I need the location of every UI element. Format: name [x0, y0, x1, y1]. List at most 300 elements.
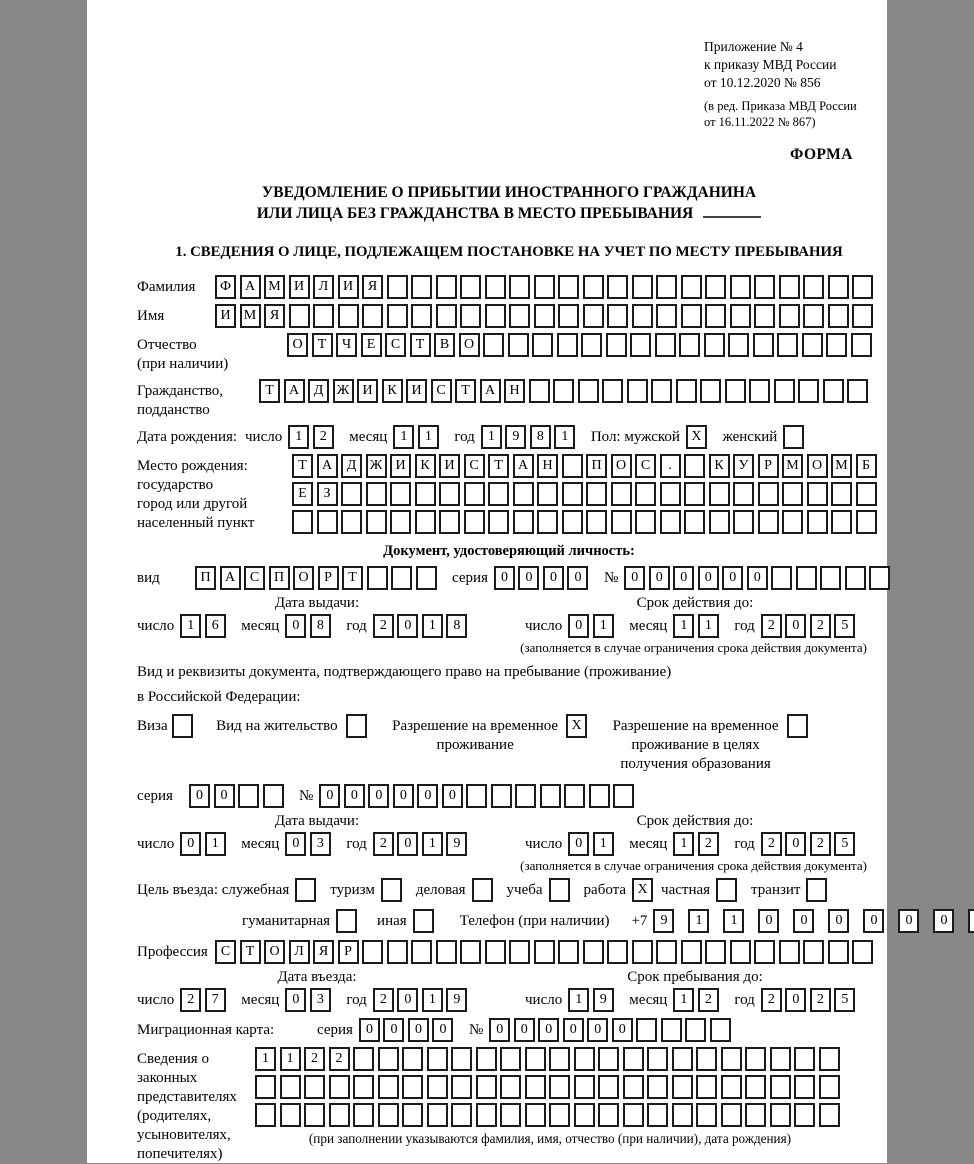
form-cell[interactable] — [427, 1103, 448, 1127]
form-cell[interactable]: 2 — [761, 988, 782, 1012]
form-cell[interactable]: Л — [289, 940, 310, 964]
form-cell[interactable] — [794, 1047, 815, 1071]
form-cell[interactable]: 0 — [180, 832, 201, 856]
purpose-commercial-checkbox[interactable] — [472, 878, 493, 902]
form-cell[interactable] — [651, 379, 672, 403]
form-cell[interactable]: О — [293, 566, 314, 590]
form-cell[interactable] — [807, 510, 828, 534]
form-cell[interactable] — [774, 379, 795, 403]
form-cell[interactable]: Я — [362, 275, 383, 299]
form-cell[interactable] — [819, 1103, 840, 1127]
form-cell[interactable]: 1 — [593, 614, 614, 638]
form-cell[interactable]: И — [338, 275, 359, 299]
form-cell[interactable]: 0 — [189, 784, 210, 808]
form-cell[interactable]: 1 — [180, 614, 201, 638]
form-cell[interactable] — [968, 909, 974, 933]
purpose-other-checkbox[interactable] — [413, 909, 434, 933]
form-cell[interactable] — [583, 304, 604, 328]
form-cell[interactable]: 0 — [785, 614, 806, 638]
form-cell[interactable] — [390, 510, 411, 534]
form-cell[interactable]: 0 — [344, 784, 365, 808]
form-cell[interactable]: 0 — [863, 909, 884, 933]
form-cell[interactable]: 0 — [563, 1018, 584, 1042]
form-cell[interactable] — [681, 940, 702, 964]
form-cell[interactable] — [630, 333, 651, 357]
form-cell[interactable]: 5 — [834, 614, 855, 638]
form-cell[interactable]: Н — [504, 379, 525, 403]
form-cell[interactable] — [770, 1075, 791, 1099]
form-cell[interactable] — [540, 784, 561, 808]
form-cell[interactable] — [779, 275, 800, 299]
form-cell[interactable] — [647, 1047, 668, 1071]
form-cell[interactable] — [525, 1103, 546, 1127]
form-cell[interactable]: Т — [342, 566, 363, 590]
form-cell[interactable]: 1 — [673, 832, 694, 856]
form-cell[interactable] — [623, 1103, 644, 1127]
form-cell[interactable]: 0 — [649, 566, 670, 590]
form-cell[interactable]: 0 — [417, 784, 438, 808]
form-cell[interactable] — [684, 454, 705, 478]
purpose-work-checkbox[interactable]: X — [632, 878, 653, 902]
form-cell[interactable] — [557, 333, 578, 357]
form-cell[interactable] — [656, 275, 677, 299]
form-cell[interactable]: Р — [318, 566, 339, 590]
form-cell[interactable]: 0 — [359, 1018, 380, 1042]
form-cell[interactable] — [534, 275, 555, 299]
form-cell[interactable]: А — [220, 566, 241, 590]
form-cell[interactable] — [623, 1075, 644, 1099]
form-cell[interactable]: 9 — [593, 988, 614, 1012]
form-cell[interactable]: Я — [264, 304, 285, 328]
form-cell[interactable] — [391, 566, 412, 590]
form-cell[interactable]: 0 — [568, 614, 589, 638]
form-cell[interactable]: 0 — [898, 909, 919, 933]
form-cell[interactable] — [777, 333, 798, 357]
form-cell[interactable] — [532, 333, 553, 357]
form-cell[interactable]: В — [434, 333, 455, 357]
form-cell[interactable] — [632, 940, 653, 964]
form-cell[interactable] — [427, 1047, 448, 1071]
form-cell[interactable] — [509, 940, 530, 964]
form-cell[interactable] — [416, 566, 437, 590]
purpose-transit-checkbox[interactable] — [806, 878, 827, 902]
form-cell[interactable]: 2 — [180, 988, 201, 1012]
form-cell[interactable] — [537, 482, 558, 506]
form-cell[interactable]: А — [317, 454, 338, 478]
form-cell[interactable] — [656, 940, 677, 964]
form-cell[interactable] — [238, 784, 259, 808]
form-cell[interactable]: 5 — [834, 832, 855, 856]
form-cell[interactable]: Е — [292, 482, 313, 506]
form-cell[interactable] — [378, 1103, 399, 1127]
form-cell[interactable]: 8 — [310, 614, 331, 638]
form-cell[interactable] — [831, 510, 852, 534]
form-cell[interactable]: 3 — [310, 832, 331, 856]
form-cell[interactable]: А — [240, 275, 261, 299]
form-cell[interactable] — [779, 940, 800, 964]
form-cell[interactable] — [655, 333, 676, 357]
form-cell[interactable]: 0 — [543, 566, 564, 590]
sex-female-checkbox[interactable] — [783, 425, 804, 449]
form-cell[interactable] — [794, 1075, 815, 1099]
form-cell[interactable]: Ч — [336, 333, 357, 357]
form-cell[interactable]: 0 — [285, 832, 306, 856]
form-cell[interactable] — [387, 940, 408, 964]
form-cell[interactable] — [476, 1103, 497, 1127]
form-cell[interactable]: И — [406, 379, 427, 403]
form-cell[interactable] — [660, 510, 681, 534]
form-cell[interactable]: 2 — [373, 614, 394, 638]
form-cell[interactable] — [387, 275, 408, 299]
form-cell[interactable]: 0 — [612, 1018, 633, 1042]
form-cell[interactable]: 2 — [810, 832, 831, 856]
form-cell[interactable] — [679, 333, 700, 357]
form-cell[interactable] — [263, 784, 284, 808]
form-cell[interactable] — [607, 304, 628, 328]
form-cell[interactable] — [366, 482, 387, 506]
form-cell[interactable]: 0 — [785, 832, 806, 856]
form-cell[interactable] — [367, 566, 388, 590]
form-cell[interactable]: М — [240, 304, 261, 328]
form-cell[interactable]: 1 — [280, 1047, 301, 1071]
form-cell[interactable] — [537, 510, 558, 534]
form-cell[interactable] — [280, 1075, 301, 1099]
form-cell[interactable]: 0 — [793, 909, 814, 933]
form-cell[interactable] — [635, 510, 656, 534]
form-cell[interactable] — [820, 566, 841, 590]
form-cell[interactable] — [460, 304, 481, 328]
form-cell[interactable] — [730, 304, 751, 328]
form-cell[interactable]: Ж — [333, 379, 354, 403]
form-cell[interactable] — [770, 1047, 791, 1071]
form-cell[interactable]: 0 — [673, 566, 694, 590]
form-cell[interactable]: 0 — [489, 1018, 510, 1042]
form-cell[interactable] — [436, 940, 457, 964]
form-cell[interactable]: А — [513, 454, 534, 478]
form-cell[interactable] — [647, 1103, 668, 1127]
form-cell[interactable]: 0 — [397, 988, 418, 1012]
form-cell[interactable] — [823, 379, 844, 403]
form-cell[interactable]: 2 — [698, 832, 719, 856]
form-cell[interactable]: 7 — [205, 988, 226, 1012]
form-cell[interactable]: 2 — [761, 614, 782, 638]
form-cell[interactable]: 0 — [568, 832, 589, 856]
form-cell[interactable] — [721, 1075, 742, 1099]
form-cell[interactable] — [402, 1103, 423, 1127]
form-cell[interactable]: Е — [361, 333, 382, 357]
form-cell[interactable]: Т — [488, 454, 509, 478]
form-cell[interactable] — [725, 379, 746, 403]
form-cell[interactable]: 3 — [310, 988, 331, 1012]
form-cell[interactable] — [589, 784, 610, 808]
form-cell[interactable] — [753, 333, 774, 357]
form-cell[interactable]: Т — [259, 379, 280, 403]
form-cell[interactable]: 0 — [285, 614, 306, 638]
form-cell[interactable]: 0 — [567, 566, 588, 590]
form-cell[interactable] — [828, 940, 849, 964]
form-cell[interactable] — [534, 304, 555, 328]
form-cell[interactable]: 0 — [518, 566, 539, 590]
form-cell[interactable]: 1 — [481, 425, 502, 449]
form-cell[interactable] — [483, 333, 504, 357]
form-cell[interactable]: Т — [240, 940, 261, 964]
form-cell[interactable]: 1 — [568, 988, 589, 1012]
form-cell[interactable] — [451, 1075, 472, 1099]
form-cell[interactable] — [488, 510, 509, 534]
form-cell[interactable] — [802, 333, 823, 357]
form-cell[interactable]: 8 — [446, 614, 467, 638]
form-cell[interactable] — [847, 379, 868, 403]
form-cell[interactable] — [672, 1047, 693, 1071]
form-cell[interactable] — [730, 275, 751, 299]
form-cell[interactable]: С — [431, 379, 452, 403]
form-cell[interactable]: 0 — [368, 784, 389, 808]
form-cell[interactable]: 0 — [624, 566, 645, 590]
sex-male-checkbox[interactable]: X — [686, 425, 707, 449]
form-cell[interactable] — [353, 1075, 374, 1099]
form-cell[interactable] — [402, 1047, 423, 1071]
form-cell[interactable] — [500, 1047, 521, 1071]
form-cell[interactable] — [661, 1018, 682, 1042]
form-cell[interactable] — [562, 454, 583, 478]
form-cell[interactable]: Ж — [366, 454, 387, 478]
form-cell[interactable]: 1 — [673, 614, 694, 638]
form-cell[interactable] — [255, 1103, 276, 1127]
form-cell[interactable]: К — [709, 454, 730, 478]
form-cell[interactable] — [341, 482, 362, 506]
form-cell[interactable] — [602, 379, 623, 403]
form-cell[interactable]: М — [782, 454, 803, 478]
form-cell[interactable]: 2 — [810, 988, 831, 1012]
form-cell[interactable] — [476, 1075, 497, 1099]
form-cell[interactable] — [558, 275, 579, 299]
form-cell[interactable] — [338, 304, 359, 328]
form-cell[interactable] — [733, 510, 754, 534]
form-cell[interactable]: 0 — [698, 566, 719, 590]
form-cell[interactable] — [745, 1047, 766, 1071]
form-cell[interactable]: 0 — [785, 988, 806, 1012]
form-cell[interactable] — [427, 1075, 448, 1099]
form-cell[interactable]: 0 — [397, 614, 418, 638]
form-cell[interactable] — [819, 1047, 840, 1071]
form-cell[interactable]: 1 — [393, 425, 414, 449]
form-cell[interactable]: 0 — [828, 909, 849, 933]
form-cell[interactable] — [513, 482, 534, 506]
form-cell[interactable] — [583, 275, 604, 299]
form-cell[interactable]: К — [382, 379, 403, 403]
form-cell[interactable] — [705, 940, 726, 964]
form-cell[interactable] — [826, 333, 847, 357]
form-cell[interactable]: Т — [455, 379, 476, 403]
form-cell[interactable] — [803, 940, 824, 964]
form-cell[interactable] — [439, 510, 460, 534]
form-cell[interactable] — [581, 333, 602, 357]
form-cell[interactable]: С — [464, 454, 485, 478]
form-cell[interactable] — [758, 510, 779, 534]
form-cell[interactable] — [798, 379, 819, 403]
form-cell[interactable] — [329, 1075, 350, 1099]
temp-residence-checkbox[interactable]: X — [566, 714, 587, 738]
form-cell[interactable] — [696, 1047, 717, 1071]
form-cell[interactable]: 0 — [514, 1018, 535, 1042]
form-cell[interactable]: Д — [308, 379, 329, 403]
form-cell[interactable]: 1 — [698, 614, 719, 638]
form-cell[interactable] — [828, 304, 849, 328]
form-cell[interactable] — [611, 510, 632, 534]
form-cell[interactable] — [796, 566, 817, 590]
form-cell[interactable] — [705, 275, 726, 299]
form-cell[interactable] — [728, 333, 749, 357]
form-cell[interactable] — [415, 510, 436, 534]
form-cell[interactable]: Т — [292, 454, 313, 478]
form-cell[interactable]: П — [586, 454, 607, 478]
form-cell[interactable] — [852, 275, 873, 299]
form-cell[interactable] — [828, 275, 849, 299]
form-cell[interactable] — [491, 784, 512, 808]
form-cell[interactable] — [632, 275, 653, 299]
form-cell[interactable] — [685, 1018, 706, 1042]
form-cell[interactable]: С — [244, 566, 265, 590]
form-cell[interactable] — [856, 482, 877, 506]
form-cell[interactable] — [485, 275, 506, 299]
form-cell[interactable]: Ф — [215, 275, 236, 299]
form-cell[interactable]: 1 — [422, 988, 443, 1012]
form-cell[interactable]: И — [390, 454, 411, 478]
form-cell[interactable] — [632, 304, 653, 328]
form-cell[interactable] — [852, 940, 873, 964]
form-cell[interactable] — [705, 304, 726, 328]
form-cell[interactable] — [549, 1047, 570, 1071]
form-cell[interactable]: 2 — [304, 1047, 325, 1071]
form-cell[interactable] — [782, 482, 803, 506]
form-cell[interactable]: И — [439, 454, 460, 478]
form-cell[interactable] — [564, 784, 585, 808]
form-cell[interactable] — [611, 482, 632, 506]
purpose-humanitarian-checkbox[interactable] — [336, 909, 357, 933]
form-cell[interactable]: 0 — [214, 784, 235, 808]
form-cell[interactable] — [513, 510, 534, 534]
form-cell[interactable]: . — [660, 454, 681, 478]
form-cell[interactable] — [745, 1075, 766, 1099]
form-cell[interactable] — [607, 940, 628, 964]
form-cell[interactable] — [696, 1075, 717, 1099]
form-cell[interactable]: 2 — [810, 614, 831, 638]
form-cell[interactable]: З — [317, 482, 338, 506]
form-cell[interactable] — [647, 1075, 668, 1099]
form-cell[interactable] — [851, 333, 872, 357]
form-cell[interactable] — [733, 482, 754, 506]
form-cell[interactable] — [460, 275, 481, 299]
form-cell[interactable] — [558, 940, 579, 964]
form-cell[interactable]: А — [284, 379, 305, 403]
form-cell[interactable]: П — [269, 566, 290, 590]
form-cell[interactable] — [607, 275, 628, 299]
form-cell[interactable] — [362, 940, 383, 964]
form-cell[interactable]: 1 — [673, 988, 694, 1012]
form-cell[interactable] — [509, 275, 530, 299]
form-cell[interactable]: 0 — [933, 909, 954, 933]
form-cell[interactable]: 6 — [205, 614, 226, 638]
form-cell[interactable]: М — [831, 454, 852, 478]
form-cell[interactable] — [378, 1075, 399, 1099]
form-cell[interactable] — [509, 304, 530, 328]
form-cell[interactable] — [411, 275, 432, 299]
form-cell[interactable]: 2 — [329, 1047, 350, 1071]
form-cell[interactable]: 0 — [442, 784, 463, 808]
form-cell[interactable] — [562, 482, 583, 506]
form-cell[interactable] — [583, 940, 604, 964]
form-cell[interactable]: Т — [312, 333, 333, 357]
form-cell[interactable] — [515, 784, 536, 808]
form-cell[interactable]: О — [611, 454, 632, 478]
form-cell[interactable] — [709, 510, 730, 534]
form-cell[interactable]: О — [807, 454, 828, 478]
form-cell[interactable]: С — [215, 940, 236, 964]
form-cell[interactable]: 0 — [285, 988, 306, 1012]
form-cell[interactable]: 0 — [758, 909, 779, 933]
form-cell[interactable] — [598, 1075, 619, 1099]
form-cell[interactable]: 1 — [723, 909, 744, 933]
temp-residence-education-checkbox[interactable] — [787, 714, 808, 738]
form-cell[interactable] — [289, 304, 310, 328]
form-cell[interactable]: И — [215, 304, 236, 328]
form-cell[interactable] — [831, 482, 852, 506]
form-cell[interactable] — [660, 482, 681, 506]
form-cell[interactable]: Я — [313, 940, 334, 964]
form-cell[interactable] — [255, 1075, 276, 1099]
form-cell[interactable] — [745, 1103, 766, 1127]
form-cell[interactable] — [485, 940, 506, 964]
form-cell[interactable] — [387, 304, 408, 328]
form-cell[interactable] — [525, 1075, 546, 1099]
form-cell[interactable] — [466, 784, 487, 808]
form-cell[interactable] — [754, 304, 775, 328]
form-cell[interactable] — [476, 1047, 497, 1071]
form-cell[interactable]: Л — [313, 275, 334, 299]
form-cell[interactable]: У — [733, 454, 754, 478]
form-cell[interactable] — [460, 940, 481, 964]
form-cell[interactable] — [709, 482, 730, 506]
form-cell[interactable] — [770, 1103, 791, 1127]
form-cell[interactable]: А — [480, 379, 501, 403]
purpose-business-checkbox[interactable] — [295, 878, 316, 902]
form-cell[interactable] — [574, 1047, 595, 1071]
form-cell[interactable] — [362, 304, 383, 328]
form-cell[interactable]: Б — [856, 454, 877, 478]
form-cell[interactable] — [721, 1103, 742, 1127]
form-cell[interactable] — [771, 566, 792, 590]
form-cell[interactable] — [721, 1047, 742, 1071]
form-cell[interactable] — [803, 275, 824, 299]
form-cell[interactable] — [845, 566, 866, 590]
form-cell[interactable] — [574, 1103, 595, 1127]
form-cell[interactable] — [598, 1047, 619, 1071]
form-cell[interactable] — [819, 1075, 840, 1099]
form-cell[interactable] — [696, 1103, 717, 1127]
purpose-study-checkbox[interactable] — [549, 878, 570, 902]
form-cell[interactable] — [549, 1103, 570, 1127]
form-cell[interactable] — [700, 379, 721, 403]
form-cell[interactable]: 9 — [505, 425, 526, 449]
form-cell[interactable]: Д — [341, 454, 362, 478]
form-cell[interactable]: 1 — [418, 425, 439, 449]
form-cell[interactable] — [758, 482, 779, 506]
form-cell[interactable]: 9 — [653, 909, 674, 933]
form-cell[interactable] — [578, 379, 599, 403]
form-cell[interactable] — [586, 510, 607, 534]
form-cell[interactable] — [730, 940, 751, 964]
form-cell[interactable]: Н — [537, 454, 558, 478]
